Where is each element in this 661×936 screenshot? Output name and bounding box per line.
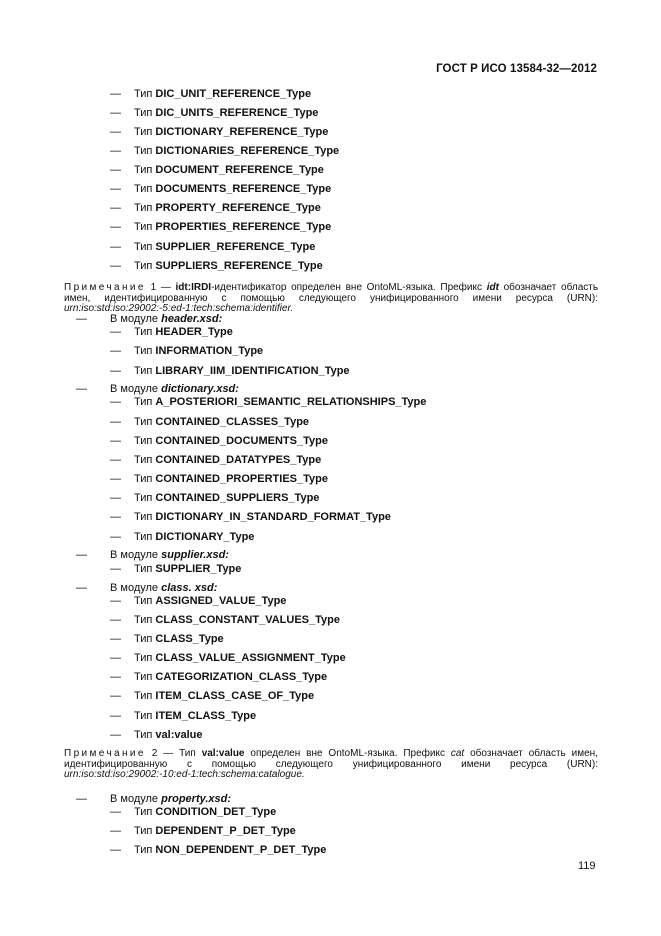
type-item [134, 844, 326, 856]
type-name: HEADER_Type [155, 326, 233, 338]
type-word: Тип [134, 710, 153, 722]
list-dash: — [110, 633, 121, 645]
module-name: class. xsd: [161, 582, 218, 594]
module-word: В модуле [110, 549, 159, 561]
module-dash: — [76, 383, 87, 395]
type-name: CONTAINED_SUPPLIERS_Type [155, 492, 320, 504]
list-dash: — [110, 326, 121, 338]
type-item [134, 164, 324, 176]
list-dash: — [110, 107, 121, 119]
list-dash: — [110, 416, 121, 428]
type-name: ITEM_CLASS_Type [155, 710, 257, 722]
type-item [134, 183, 331, 195]
type-item [134, 88, 311, 100]
type-name: DIC_UNIT_REFERENCE_Type [155, 88, 312, 100]
module-word: В модуле [110, 383, 159, 395]
note-2-text1: определен вне OntoML-языка. Префикс [250, 748, 445, 759]
type-word: Тип [134, 473, 153, 485]
type-item [134, 241, 315, 253]
type-word: Тип [134, 531, 153, 543]
list-dash: — [110, 396, 121, 408]
type-name: DIC_UNITS_REFERENCE_Type [155, 107, 319, 119]
list-dash: — [110, 260, 121, 272]
type-word: Тип [134, 595, 153, 607]
type-name: DICTIONARIES_REFERENCE_Type [155, 145, 340, 157]
type-name: CONTAINED_DATATYPES_Type [155, 454, 322, 466]
list-dash: — [110, 473, 121, 485]
type-item [134, 671, 327, 683]
type-name: SUPPLIER_Type [155, 563, 242, 575]
type-item [134, 260, 323, 272]
note-1-text1: -идентификатор определен вне OntoML-языка. Префикс [211, 282, 482, 293]
type-word: Тип [134, 260, 153, 272]
list-dash: — [110, 164, 121, 176]
type-item [134, 145, 339, 157]
type-word: Тип [134, 633, 153, 645]
type-item [134, 652, 346, 664]
module-dash: — [76, 313, 87, 325]
type-name: CLASS_Type [155, 633, 224, 645]
type-word: Тип [134, 202, 153, 214]
list-dash: — [110, 652, 121, 664]
type-word: Тип [134, 126, 153, 138]
type-item [134, 710, 256, 722]
type-item [134, 825, 296, 837]
type-item [134, 492, 319, 504]
module-name: header.xsd: [161, 313, 223, 325]
list-dash: — [110, 345, 121, 357]
type-word: Тип [134, 652, 153, 664]
list-dash: — [110, 183, 121, 195]
note-1-urn: urn:iso:std:iso:29002:-5:ed-1:tech:schema:identifier. [64, 303, 294, 314]
type-item [134, 563, 241, 575]
type-word: Тип [134, 241, 153, 253]
note-2-label: Примечание [64, 748, 146, 759]
type-name: CONDITION_DET_Type [155, 806, 277, 818]
list-dash: — [110, 241, 121, 253]
list-dash: — [110, 221, 121, 233]
page-number: 119 [578, 860, 596, 872]
note-2 [64, 749, 598, 781]
note-2-number: 2 [151, 748, 158, 759]
type-item [134, 614, 340, 626]
module-dash: — [76, 582, 87, 594]
type-item [134, 633, 224, 645]
type-word: Тип [134, 396, 153, 408]
note-2-term: val:value [201, 748, 245, 759]
type-name: DOCUMENT_REFERENCE_Type [155, 164, 324, 176]
type-item [134, 107, 318, 119]
list-dash: — [110, 365, 121, 377]
list-dash: — [110, 690, 121, 702]
note-1-prefix: idt [486, 282, 499, 293]
note-2-text2: обозначает область имен, идентифицированную с помощью следующего унифицированного имени ресурса (URN): [64, 748, 598, 770]
type-word: Тип [134, 435, 153, 447]
type-name: SUPPLIER_REFERENCE_Type [155, 241, 316, 253]
list-dash: — [110, 202, 121, 214]
note-1-text2: обозначает область имен, идентифицированную с помощью следующего унифицированного имени ресурса (URN): [64, 282, 599, 304]
list-dash: — [110, 145, 121, 157]
list-dash: — [110, 511, 121, 523]
type-word: Тип [134, 563, 153, 575]
list-dash: — [110, 531, 121, 543]
type-word: Тип [134, 729, 153, 741]
module-name: supplier.xsd: [161, 549, 229, 561]
note-2-prefix: cat [450, 748, 465, 759]
type-item [134, 416, 309, 428]
type-name: DOCUMENTS_REFERENCE_Type [155, 183, 332, 195]
type-item [134, 690, 314, 702]
type-name: CONTAINED_CLASSES_Type [155, 416, 310, 428]
list-dash: — [110, 492, 121, 504]
module-word: В модуле [110, 793, 159, 805]
type-item [134, 454, 321, 466]
type-item [134, 511, 391, 523]
type-name: PROPERTY_REFERENCE_Type [155, 202, 321, 214]
note-1 [64, 283, 598, 315]
module-item [110, 549, 229, 561]
type-item [134, 202, 321, 214]
type-word: Тип [134, 164, 153, 176]
type-word: Тип [134, 345, 153, 357]
type-word: Тип [134, 145, 153, 157]
type-name: LIBRARY_IIM_IDENTIFICATION_Type [155, 365, 350, 377]
type-item [134, 396, 426, 408]
type-name: CONTAINED_DOCUMENTS_Type [155, 435, 328, 447]
document-header-standard-id: ГОСТ Р ИСО 13584-32—2012 [436, 63, 597, 75]
type-name: CONTAINED_PROPERTIES_Type [155, 473, 328, 485]
type-word: Тип [134, 365, 153, 377]
list-dash: — [110, 88, 121, 100]
list-dash: — [110, 844, 121, 856]
type-word: Тип [134, 492, 153, 504]
list-dash: — [110, 806, 121, 818]
module-name: dictionary.xsd: [161, 383, 239, 395]
type-name: DICTIONARY_IN_STANDARD_FORMAT_Type [155, 511, 391, 523]
type-item [134, 365, 350, 377]
module-word: В модуле [110, 313, 159, 325]
list-dash: — [110, 563, 121, 575]
type-word: Тип [134, 88, 153, 100]
type-name: ITEM_CLASS_CASE_OF_Type [155, 690, 315, 702]
type-name: CATEGORIZATION_CLASS_Type [155, 671, 328, 683]
module-dash: — [76, 793, 87, 805]
type-word: Тип [134, 107, 153, 119]
type-word: Тип [134, 454, 153, 466]
list-dash: — [110, 710, 121, 722]
list-dash: — [110, 454, 121, 466]
type-word: Тип [134, 614, 153, 626]
type-item [134, 595, 286, 607]
list-dash: — [110, 614, 121, 626]
type-name: INFORMATION_Type [155, 345, 264, 357]
type-name: SUPPLIERS_REFERENCE_Type [155, 260, 323, 272]
list-dash: — [110, 671, 121, 683]
type-name: val:value [155, 729, 203, 741]
type-item [134, 221, 331, 233]
module-item [110, 793, 231, 805]
type-name: A_POSTERIORI_SEMANTIC_RELATIONSHIPS_Type [155, 396, 427, 408]
note-2-type-word: Тип [179, 748, 196, 759]
type-name: CLASS_CONSTANT_VALUES_Type [155, 614, 340, 626]
list-dash: — [110, 126, 121, 138]
list-dash: — [110, 435, 121, 447]
note-2-urn: urn:iso:std:iso:29002:-10:ed-1:tech:schema:catalogue. [64, 769, 305, 780]
type-word: Тип [134, 825, 153, 837]
note-1-term: idt:IRDI [175, 282, 212, 293]
type-word: Тип [134, 416, 153, 428]
type-item [134, 435, 328, 447]
type-item [134, 806, 276, 818]
note-1-label: Примечание [64, 282, 146, 293]
type-word: Тип [134, 671, 153, 683]
module-dash: — [76, 549, 87, 561]
type-name: DEPENDENT_P_DET_Type [155, 825, 296, 837]
module-name: property.xsd: [161, 793, 231, 805]
type-name: CLASS_VALUE_ASSIGNMENT_Type [155, 652, 346, 664]
module-item [110, 313, 222, 325]
type-item [134, 326, 233, 338]
module-item [110, 582, 217, 594]
note-2-dash: — [163, 748, 174, 759]
type-name: NON_DEPENDENT_P_DET_Type [155, 844, 327, 856]
type-item [134, 531, 254, 543]
list-dash: — [110, 825, 121, 837]
list-dash: — [110, 729, 121, 741]
type-name: DICTIONARY_Type [155, 531, 255, 543]
type-word: Тип [134, 221, 153, 233]
note-1-number: 1 [150, 282, 157, 293]
type-word: Тип [134, 326, 153, 338]
type-name: DICTIONARY_REFERENCE_Type [155, 126, 329, 138]
type-word: Тип [134, 844, 153, 856]
module-item [110, 383, 239, 395]
type-word: Тип [134, 183, 153, 195]
list-dash: — [110, 595, 121, 607]
type-word: Тип [134, 806, 153, 818]
type-name: PROPERTIES_REFERENCE_Type [155, 221, 332, 233]
type-item [134, 345, 263, 357]
module-word: В модуле [110, 582, 159, 594]
type-item [134, 473, 328, 485]
note-1-dash: — [160, 282, 171, 293]
type-name: ASSIGNED_VALUE_Type [155, 595, 287, 607]
type-word: Тип [134, 690, 153, 702]
type-item [134, 126, 328, 138]
type-item [134, 729, 203, 741]
type-word: Тип [134, 511, 153, 523]
